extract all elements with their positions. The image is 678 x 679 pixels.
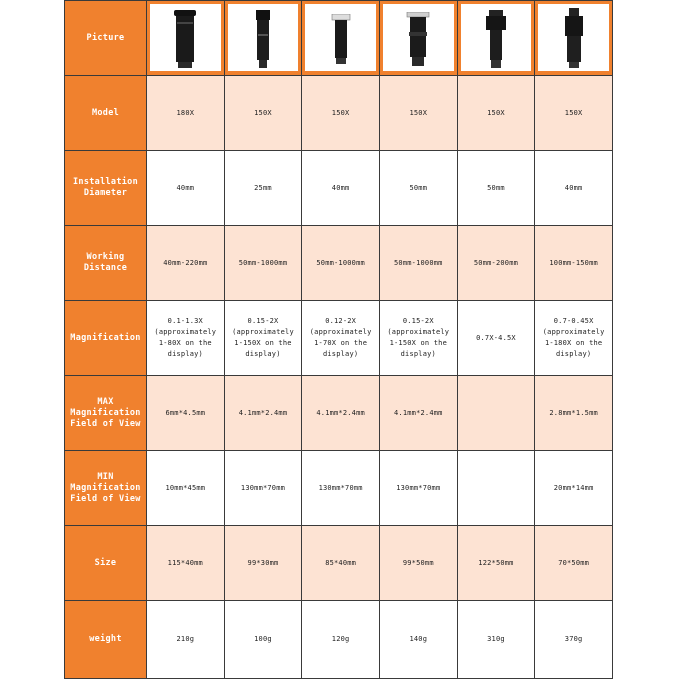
label-magnification: Magnification [65, 301, 147, 376]
label-model: Model [65, 76, 147, 151]
weight-cell: 310g [457, 601, 535, 679]
lens-spec-table [64, 0, 613, 679]
min-fov-cell: 130mm*70mm [379, 451, 457, 526]
weight-cell: 100g [224, 601, 302, 679]
label-max-fov: MAX Magnification Field of View [65, 376, 147, 451]
diameter-cell: 50mm [379, 151, 457, 226]
diameter-cell: 50mm [457, 151, 535, 226]
diameter-cell: 25mm [224, 151, 302, 226]
picture-cell-6 [535, 1, 613, 76]
working-distance-cell: 50mm-1000mm [379, 226, 457, 301]
model-cell: 150X [535, 76, 613, 151]
working-distance-cell: 40mm-220mm [147, 226, 225, 301]
diameter-cell: 40mm [535, 151, 613, 226]
lens-camera-icon-6 [538, 4, 609, 71]
working-distance-cell: 50mm-1000mm [224, 226, 302, 301]
size-cell: 85*40mm [302, 526, 380, 601]
magnification-cell: 0.15-2X (approximately 1-150X on the display) [379, 301, 457, 376]
weight-cell: 140g [379, 601, 457, 679]
size-cell: 70*50mm [535, 526, 613, 601]
label-picture: Picture [65, 1, 147, 76]
row-picture [65, 1, 613, 76]
label-working-distance: Working Distance [65, 226, 147, 301]
label-min-fov: MIN Magnification Field of View [65, 451, 147, 526]
size-cell: 99*30mm [224, 526, 302, 601]
label-weight: weight [65, 601, 147, 679]
picture-cell-4 [379, 1, 457, 76]
row-installation-diameter [65, 151, 613, 226]
working-distance-cell: 50mm-200mm [457, 226, 535, 301]
min-fov-cell [457, 451, 535, 526]
min-fov-cell: 10mm*45mm [147, 451, 225, 526]
max-fov-cell [457, 376, 535, 451]
lens-camera-icon-4 [383, 4, 454, 71]
diameter-cell: 40mm [147, 151, 225, 226]
picture-cell-3 [302, 1, 380, 76]
model-cell: 150X [302, 76, 380, 151]
weight-cell: 370g [535, 601, 613, 679]
working-distance-cell: 50mm-1000mm [302, 226, 380, 301]
row-size [65, 526, 613, 601]
diameter-cell: 40mm [302, 151, 380, 226]
weight-cell: 120g [302, 601, 380, 679]
label-size: Size [65, 526, 147, 601]
row-weight [65, 601, 613, 679]
label-installation-diameter: Installation Diameter [65, 151, 147, 226]
row-working-distance [65, 226, 613, 301]
row-min-fov [65, 451, 613, 526]
model-cell: 150X [379, 76, 457, 151]
magnification-cell: 0.15-2X (approximately 1-150X on the display) [224, 301, 302, 376]
working-distance-cell: 100mm-150mm [535, 226, 613, 301]
min-fov-cell: 20mm*14mm [535, 451, 613, 526]
lens-camera-icon-5 [461, 4, 532, 71]
row-magnification [65, 301, 613, 376]
row-max-fov [65, 376, 613, 451]
picture-cell-1 [147, 1, 225, 76]
magnification-cell: 0.7X-4.5X [457, 301, 535, 376]
model-cell: 150X [457, 76, 535, 151]
max-fov-cell: 4.1mm*2.4mm [302, 376, 380, 451]
size-cell: 99*50mm [379, 526, 457, 601]
picture-cell-5 [457, 1, 535, 76]
max-fov-cell: 4.1mm*2.4mm [379, 376, 457, 451]
weight-cell: 210g [147, 601, 225, 679]
max-fov-cell: 6mm*4.5mm [147, 376, 225, 451]
size-cell: 115*40mm [147, 526, 225, 601]
min-fov-cell: 130mm*70mm [302, 451, 380, 526]
row-model [65, 76, 613, 151]
max-fov-cell: 4.1mm*2.4mm [224, 376, 302, 451]
magnification-cell: 0.7-0.45X (approximately 1-180X on the display) [535, 301, 613, 376]
max-fov-cell: 2.8mm*1.5mm [535, 376, 613, 451]
min-fov-cell: 130mm*70mm [224, 451, 302, 526]
magnification-cell: 0.12-2X (approximately 1-70X on the display) [302, 301, 380, 376]
lens-camera-icon-1 [150, 4, 221, 71]
size-cell: 122*50mm [457, 526, 535, 601]
magnification-cell: 0.1-1.3X (approximately 1-80X on the display) [147, 301, 225, 376]
lens-camera-icon-2 [228, 4, 299, 71]
model-cell: 180X [147, 76, 225, 151]
picture-cell-2 [224, 1, 302, 76]
model-cell: 150X [224, 76, 302, 151]
lens-camera-icon-3 [305, 4, 376, 71]
